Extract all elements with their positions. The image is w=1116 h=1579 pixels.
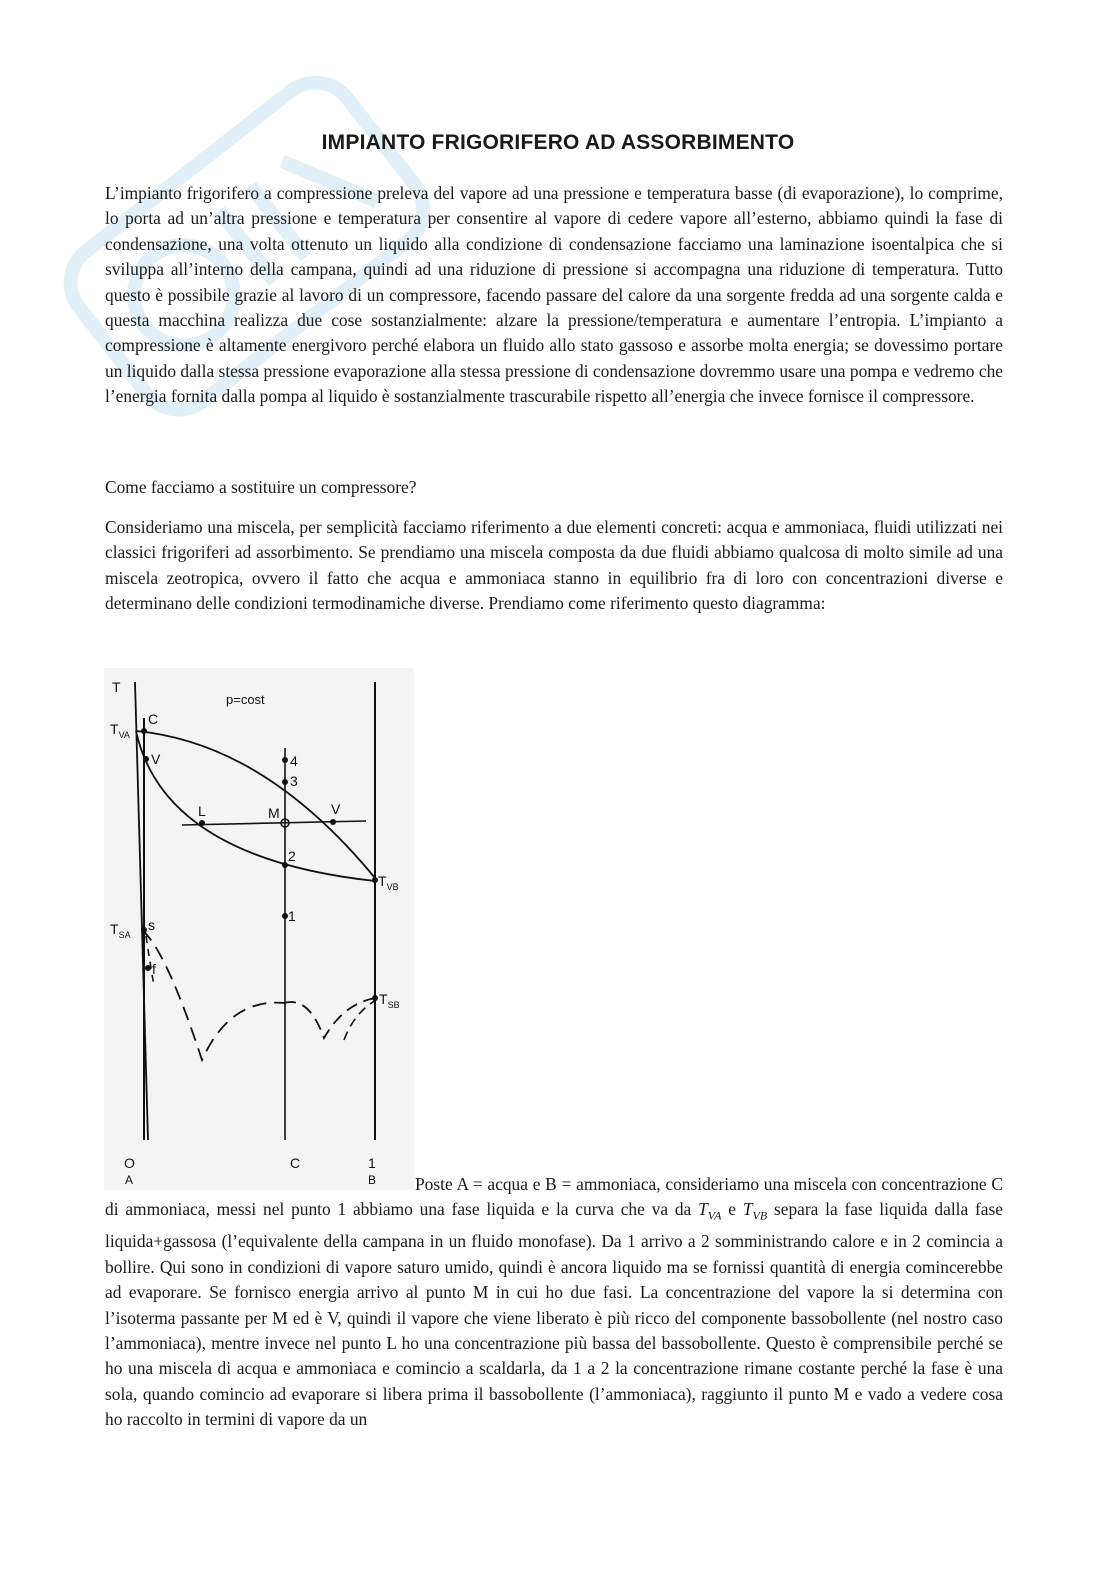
label-c-top: C <box>148 711 159 727</box>
label-axis-t: T <box>112 679 121 695</box>
page-title: IMPIANTO FRIGORIFERO AD ASSORBIMENTO <box>321 131 795 154</box>
label-tva: $T_{VA}$ <box>110 721 130 740</box>
point-4 <box>282 757 288 763</box>
point-v-left <box>143 756 149 762</box>
paragraph-explanation-rest: separa la fase liquida dalla fase liquida+gassosa (l’equivalente della campana in un fluido monofase). Da 1 arrivo a 2 somministrando calore e in 2 comincia a bollire. Qui sono in condizioni di vapore saturo umido, quindi è ancora liquido ma se fornissi quantità di energia comincerebbe ad evaporare. Se fornisco energia arrivo al punto M in cui ho due fasi. La concentrazione del vapore la si determina con l’isoterma passante per M ed è V, quindi il vapore che viene liberato è più ricco del componente bassobollente (nel nostro caso l’ammoniaca), mentre invece nel punto L ho una concentrazione più bassa del bassobollente. Questo è comprensibile perché se ho una miscela di acqua e ammoniaca e comincio a scaldarla, da 1 a 2 la concentrazione rimane costante perché la fase è una sola, quando comincio ad evaporare si libera prima il bassobollente (l’ammoniaca), raggiunto il punto M e vado a vedere cosa ho raccolto in termini di vapore da un <box>105 1199 1003 1430</box>
label-1-bottom: 1 <box>368 1155 376 1171</box>
point-v-right <box>330 819 336 825</box>
label-2: 2 <box>288 848 296 864</box>
phase-diagram <box>104 668 414 1190</box>
paragraph-question: Come facciamo a sostituire un compressore? <box>105 477 417 497</box>
point-tsb <box>372 995 378 1001</box>
label-tsb: $T_{SB}$ <box>379 991 400 1010</box>
point-tsa <box>141 927 147 933</box>
label-l: L <box>198 803 206 819</box>
paragraph-explanation <box>105 1172 1003 1433</box>
paragraph-explanation-start: Poste A = acqua e B = ammoniaca, consideriamo una miscela con concentrazione C di ammoniaca, messi nel punto 1 abbiamo una fase liquida e la curva che va da <box>105 1174 1003 1220</box>
label-o: O <box>124 1155 135 1171</box>
label-tvb: $T_{VB}$ <box>378 873 399 892</box>
label-tsa: $T_{SA}$ <box>110 921 131 940</box>
label-pressure: p=cost <box>226 692 265 707</box>
label-m: M <box>268 805 280 821</box>
point-tva <box>141 728 147 734</box>
label-a: A <box>125 1173 134 1187</box>
point-3 <box>282 779 288 785</box>
label-1: 1 <box>288 908 296 924</box>
label-4: 4 <box>290 753 298 769</box>
point-l <box>199 820 205 826</box>
label-b: B <box>368 1173 377 1187</box>
label-v-left: V <box>151 751 161 767</box>
paragraph-mixture: Consideriamo una miscela, per semplicità facciamo riferimento a due elementi concreti: acqua e ammoniaca, fluidi utilizzati nei classici frigoriferi ad assorbimento. Se prendiamo una miscela composta da due fluidi abbiamo qualcosa di molto simile ad una miscela zeotropica, ovvero il fatto che acqua e ammoniaca stanno in equilibrio fra di loro con concentrazioni diverse e determinano delle condizioni termodinamiche diverse. Prendiamo come riferimento questo diagramma: <box>105 517 1003 614</box>
point-f <box>145 965 151 971</box>
label-3: 3 <box>290 773 298 789</box>
label-s: s <box>148 917 155 933</box>
math-t-vb: $T_{VB}$ <box>742 1199 768 1223</box>
paragraph-intro: L’impianto frigorifero a compressione preleva del vapore ad una pressione e temperatura basse (di evaporazione), lo comprime, lo porta ad un’altra pressione e temperatura per consentire al vapore di cedere vapore all’esterno, abbiamo quindi la fase di condensazione, una volta ottenuto un liquido alla condizione di condensazione facciamo una laminazione isoentalpica che si sviluppa all’interno della campana, quindi ad una riduzione di pressione si accompagna una riduzione di temperatura. Tutto questo è possibile grazie al lavoro di un compressore, facendo passare del calore da una sorgente fredda ad una sorgente calda e questa macchina realizza due cose sostanzialmente: alzare la pressione/temperatura e aumentare l’entropia. L’impianto a compressione è altamente energivoro perché elabora un fluido allo stato gassoso e assorbe molta energia; se dovessimo portare un liquido dalla stessa pressione evaporazione alla stessa pressione di condensazione dovremmo usare una pompa e vedremo che l’energia fornita dalla pompa al liquido è sostanzialmente trascurabile rispetto all’energia che invece fornisce il compressore. <box>105 183 1003 407</box>
math-t-va: $T_{VA}$ <box>698 1199 722 1223</box>
conjunction-and: e <box>721 1199 743 1220</box>
label-c-bottom: C <box>290 1155 301 1171</box>
label-f: f <box>152 961 156 977</box>
label-v-right: V <box>331 801 341 817</box>
